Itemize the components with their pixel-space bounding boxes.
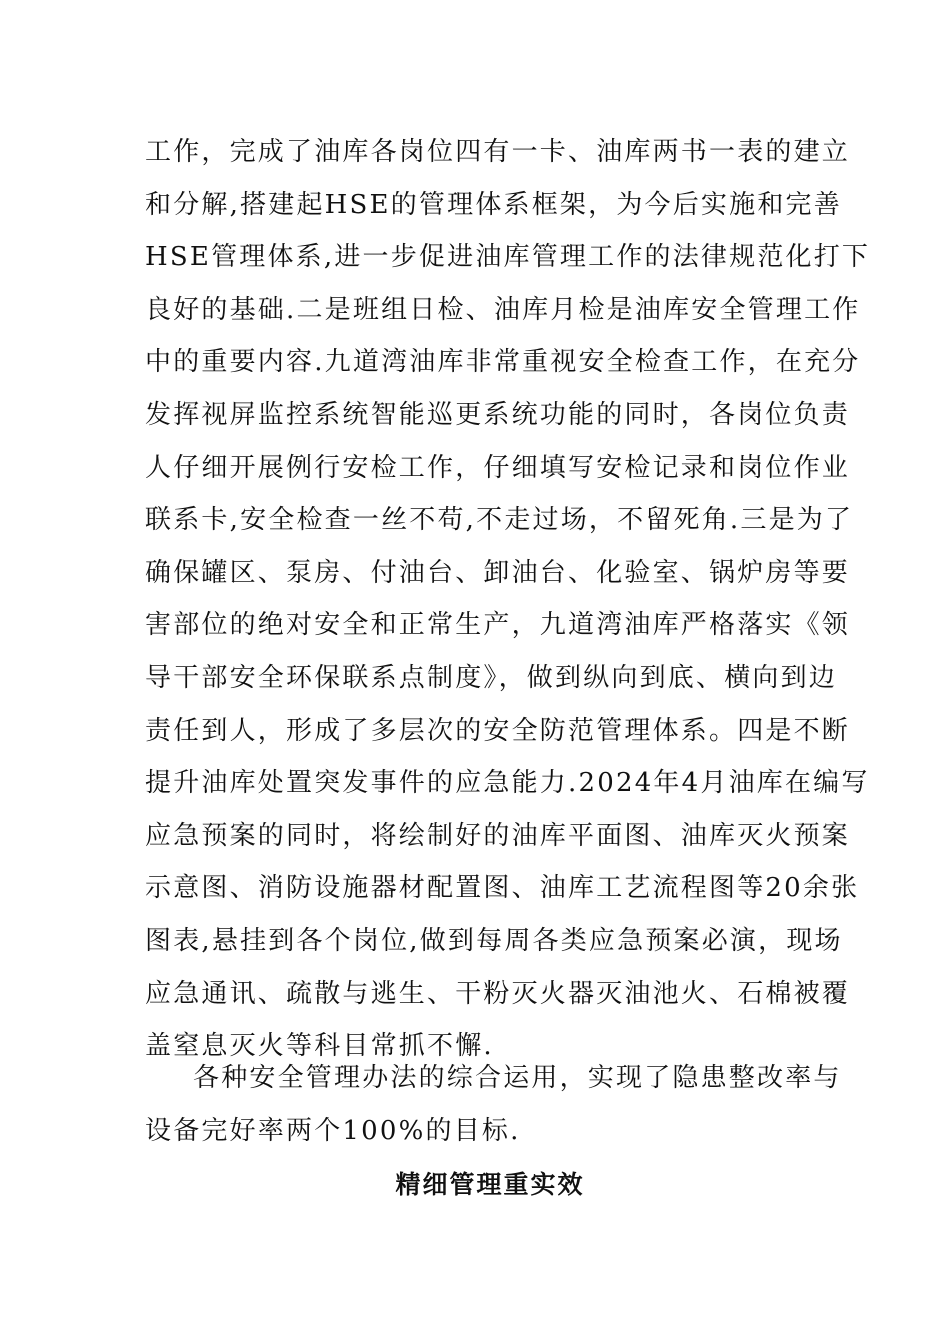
body-paragraph-1 (145, 126, 871, 1073)
text-line: 设备完好率两个100%的目标. (145, 1115, 521, 1146)
text-line: 示意图、消防设施器材配置图、油库工艺流程图等20余张 (145, 873, 860, 904)
text-line: 发挥视屏监控系统智能巡更系统功能的同时，各岗位负责 (145, 399, 851, 430)
text-line: 提升油库处置突发事件的应急能力.2024年4月油库在编写 (145, 768, 870, 799)
text-line: 应急预案的同时，将绘制好的油库平面图、油库灭火预案 (145, 820, 851, 851)
section-heading: 精细管理重实效 (395, 1170, 585, 1199)
text-line: 各种安全管理办法的综合运用，实现了隐患整改率与 (193, 1063, 842, 1093)
text-line: 人仔细开展例行安检工作，仔细填写安检记录和岗位作业 (145, 452, 851, 483)
text-line: 联系卡,安全检查一丝不苟,不走过场，不留死角.三是为了 (145, 505, 854, 536)
text-line: 害部位的绝对安全和正常生产，九道湾油库严格落实《领 (145, 610, 851, 641)
text-line: 中的重要内容.九道湾油库非常重视安全检查工作，在充分 (145, 347, 861, 378)
text-line: HSE管理体系,进一步促进油库管理工作的法律规范化打下 (145, 242, 871, 273)
text-line: 图表,悬挂到各个岗位,做到每周各类应急预案必演，现场 (145, 925, 843, 956)
text-line: 导干部安全环保联系点制度》，做到纵向到底、横向到边 (145, 662, 838, 693)
text-line: 和分解,搭建起HSE的管理体系框架，为今后实施和完善 (145, 189, 842, 220)
text-line: 盖窒息灭火等科目常抓不懈. (145, 1031, 494, 1062)
body-paragraph-2 (145, 1052, 842, 1157)
text-line: 应急通讯、疏散与逃生、干粉灭火器灭油池火、石棉被覆 (145, 978, 851, 1009)
text-line: 良好的基础.二是班组日检、油库月检是油库安全管理工作 (145, 294, 861, 325)
text-line: 确保罐区、泵房、付油台、卸油台、化验室、锅炉房等要 (145, 557, 851, 588)
text-line: 工作，完成了油库各岗位四有一卡、油库两书一表的建立 (145, 137, 851, 167)
text-line: 责任到人，形成了多层次的安全防范管理体系。四是不断 (145, 715, 851, 746)
